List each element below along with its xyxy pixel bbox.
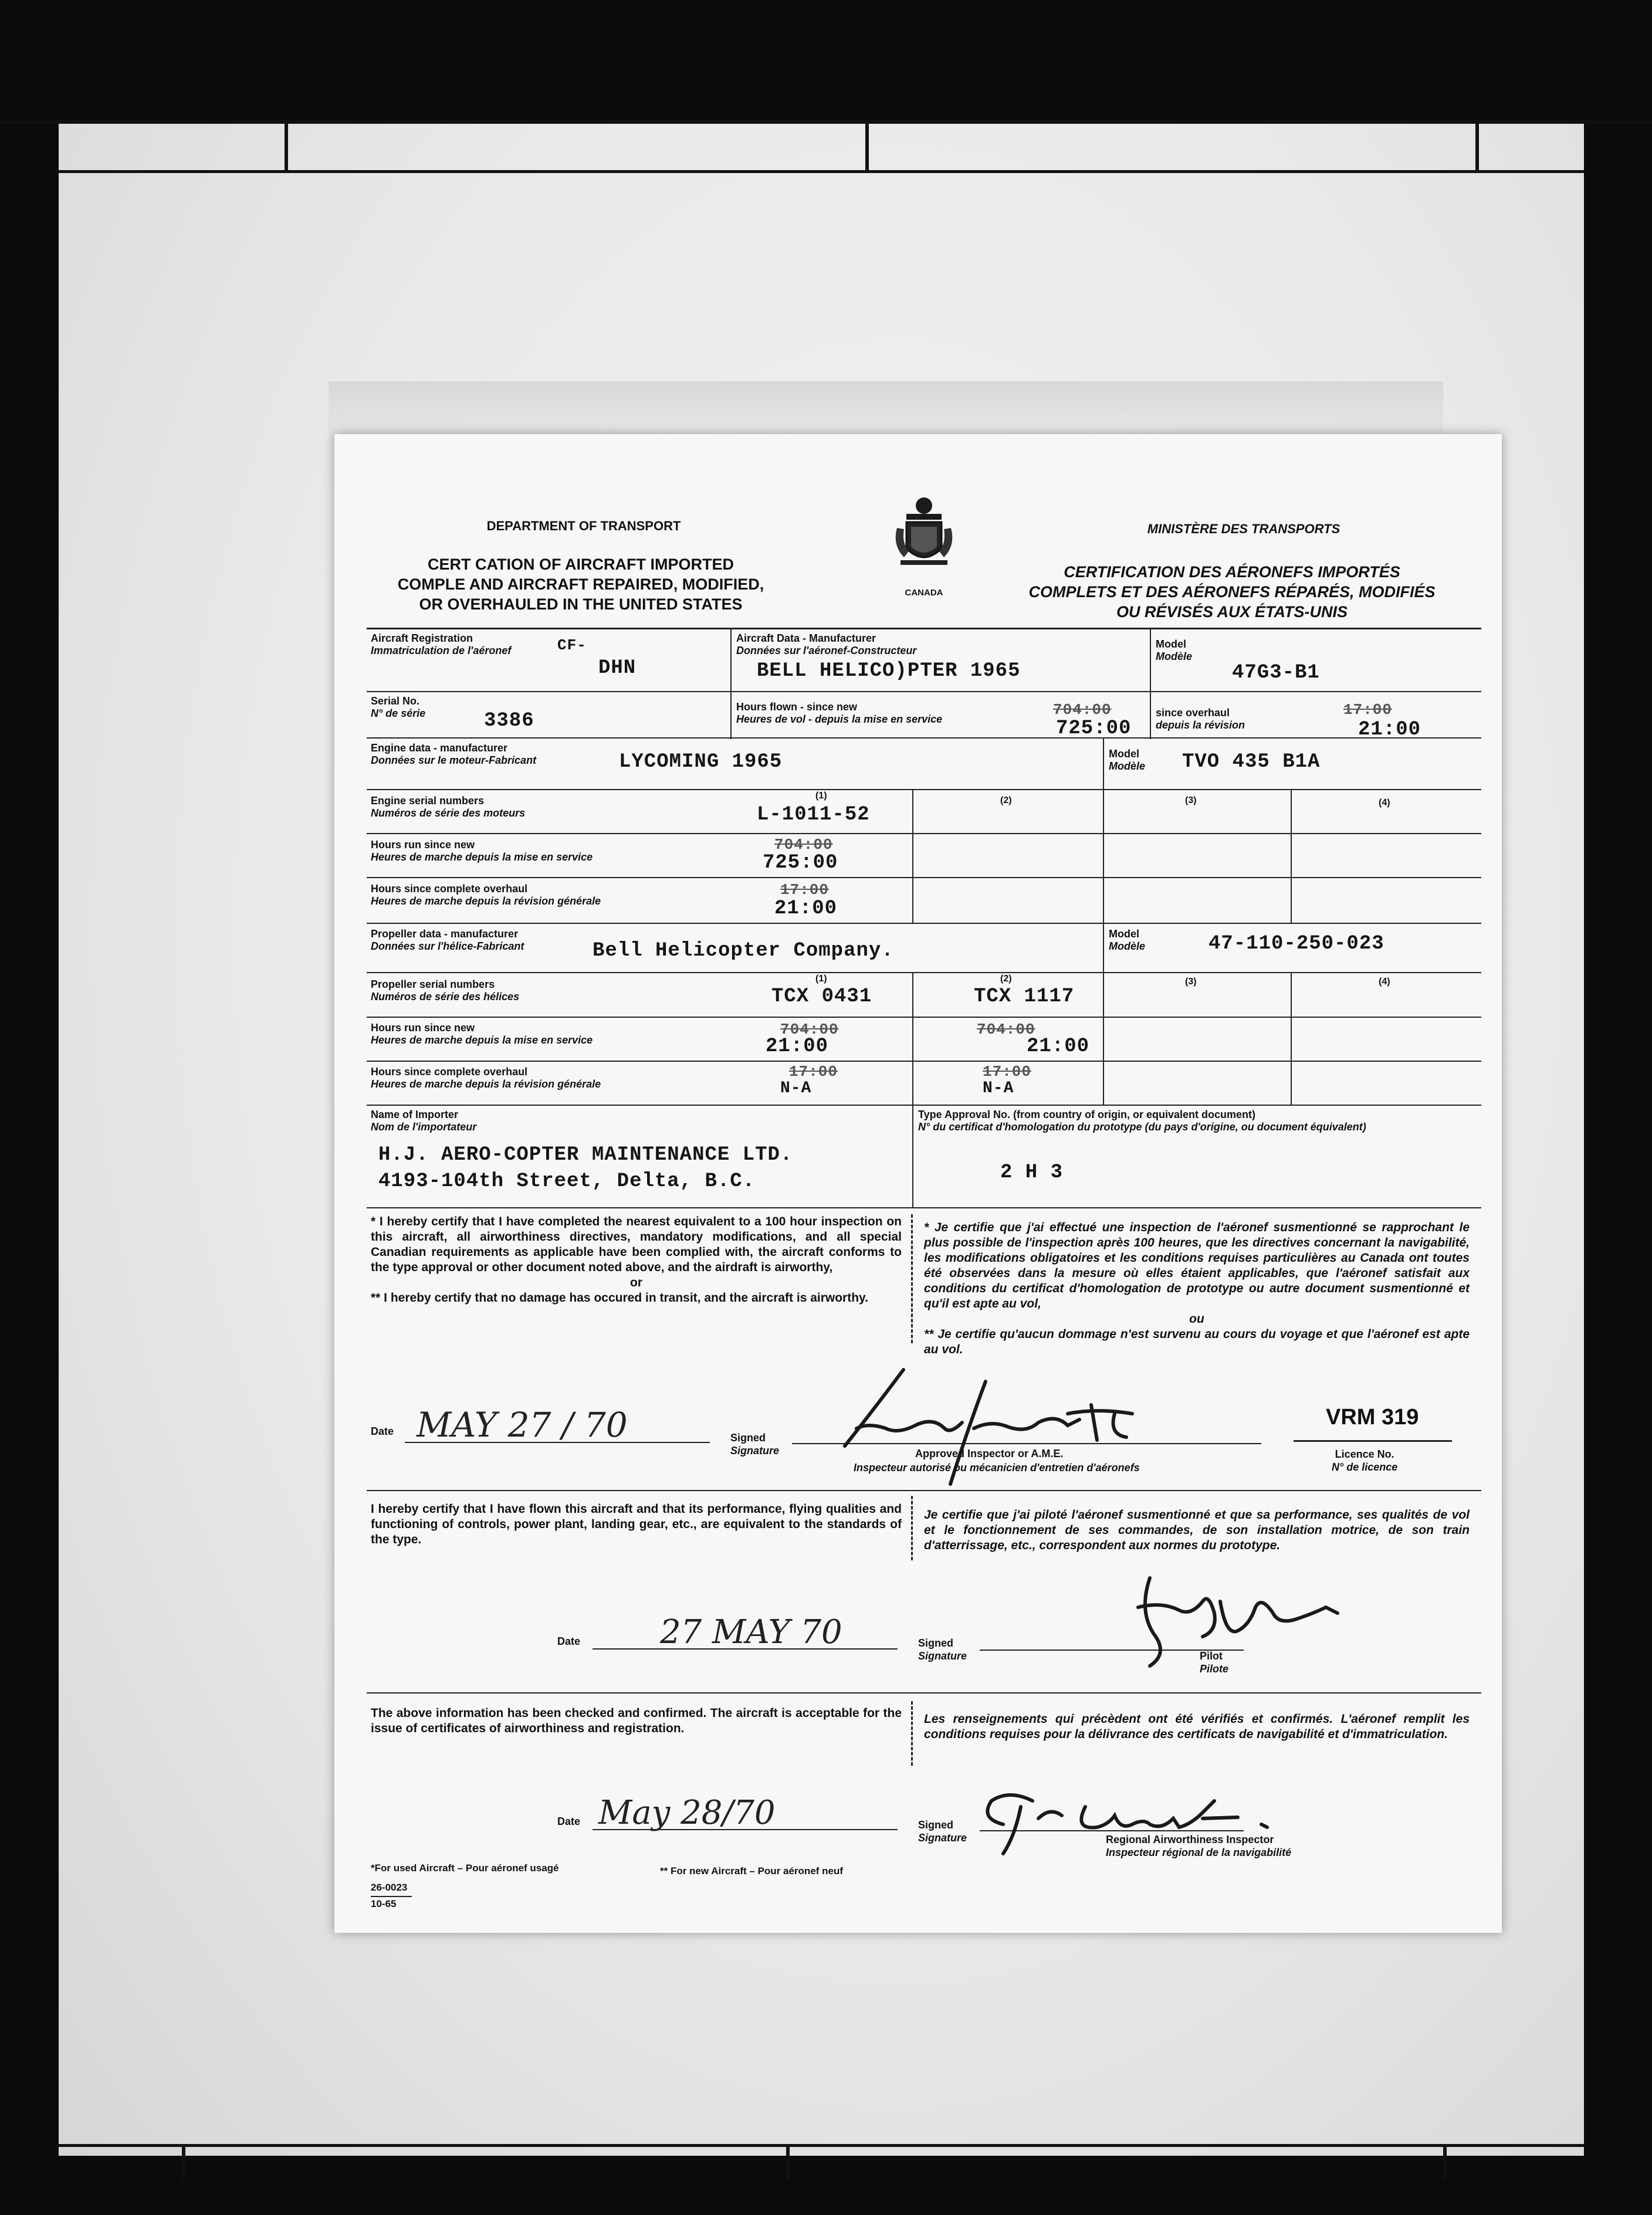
hours-flown-value: 725:00 <box>1056 717 1132 740</box>
cert2-text-fr: Je certifie que j'ai piloté l'aéronef susmentionné et que sa performance, ses qualités de vol et le fonctionnement de ses commandes, de son installation motrice, de son train d'atterrissage, etc., correspondent aux normes du prototype. <box>924 1508 1470 1552</box>
rule <box>912 1105 913 1207</box>
title-en-3: OR OVERHAULED IN THE UNITED STATES <box>419 595 743 613</box>
importer-name: H.J. AERO-COPTER MAINTENANCE LTD. <box>378 1144 793 1166</box>
frame-tick <box>182 2144 185 2179</box>
engine-col-2: (2) <box>1000 795 1012 805</box>
propeller-col-1: (1) <box>815 974 827 984</box>
propeller-hours-run-2: 21:00 <box>1027 1035 1090 1058</box>
engine-col-4: (4) <box>1379 798 1390 808</box>
rule <box>367 691 1481 692</box>
rule <box>371 1896 412 1897</box>
rule <box>367 1207 1481 1208</box>
frame-tick <box>865 120 869 173</box>
rule <box>367 737 1481 739</box>
cert2-text-en: I hereby certify that I have flown this aircraft and that its performance, flying qualities and functioning of controls, power plant, landing gear, etc., are equivalent to the standards of the type. <box>371 1502 902 1546</box>
serial-label: Serial No. N° de série <box>371 695 426 719</box>
title-fr-2: COMPLETS ET DES AÉRONEFS RÉPARÉS, MODIFIÉS <box>1028 583 1436 601</box>
frame-tick <box>1475 120 1479 173</box>
rule <box>367 1017 1481 1018</box>
engine-manufacturer-label: Engine data - manufacturer Données sur le moteur-Fabricant <box>371 742 537 766</box>
aircraft-model-value: 47G3-B1 <box>1232 662 1320 684</box>
propeller-hours-run-label: Hours run since new Heures de marche depuis la mise en service <box>371 1022 593 1046</box>
licence-line <box>1294 1440 1452 1442</box>
engine-model-label: Model Modèle <box>1109 748 1146 772</box>
engine-overhaul-struck: 17:00 <box>780 881 830 899</box>
engine-model-value: TVO 435 B1A <box>1182 751 1321 773</box>
aircraft-manufacturer-label: Aircraft Data - Manufacturer Données sur l'aéronef-Constructeur <box>736 632 917 656</box>
since-overhaul-value: 21:00 <box>1358 719 1421 741</box>
propeller-manufacturer-value: Bell Helicopter Company. <box>593 940 894 962</box>
rule <box>367 1692 1481 1694</box>
cert3-date-label: Date <box>557 1816 581 1827</box>
engine-manufacturer-value: LYCOMING 1965 <box>619 751 783 773</box>
engine-overhaul-label: Hours since complete overhaul Heures de marche depuis la révision générale <box>371 883 601 907</box>
footnote-new: ** For new Aircraft – Pour aéronef neuf <box>660 1865 844 1877</box>
engine-hours-run-1: 725:00 <box>763 852 838 874</box>
cert2-date-label: Date <box>557 1635 581 1647</box>
propeller-serial-1: TCX 0431 <box>771 985 872 1008</box>
rule <box>367 877 1481 878</box>
column-divider <box>911 1496 913 1560</box>
propeller-manufacturer-label: Propeller data - manufacturer Données sur l'hélice-Fabricant <box>371 928 524 952</box>
engine-serial-1: L-1011-52 <box>757 804 870 826</box>
rule <box>1291 972 1292 1105</box>
column-divider <box>911 1214 913 1343</box>
licence-label: Licence No. N° de licence <box>1332 1448 1398 1473</box>
form-date: 10-65 <box>371 1898 397 1909</box>
propeller-col-4: (4) <box>1379 977 1390 987</box>
title-fr-1: CERTIFICATION DES AÉRONEFS IMPORTÉS <box>1064 563 1400 581</box>
form-number: 26-0023 <box>371 1882 408 1893</box>
title-en-1: CERT CATION OF AIRCRAFT IMPORTED <box>428 556 734 573</box>
certification-form <box>334 434 1502 1933</box>
dept-en: DEPARTMENT OF TRANSPORT <box>486 519 681 533</box>
registration-value: DHN <box>598 657 637 679</box>
rule <box>1103 737 1104 789</box>
pilot-signature <box>1115 1566 1361 1672</box>
rule <box>367 628 1481 629</box>
since-overhaul-struck: 17:00 <box>1343 701 1393 719</box>
propeller-hours-run-1: 21:00 <box>766 1035 829 1058</box>
propeller-overhaul-struck-2: 17:00 <box>983 1063 1032 1081</box>
since-overhaul-label: since overhaul depuis la révision <box>1156 707 1245 731</box>
propeller-col-2: (2) <box>1000 974 1012 984</box>
rule <box>912 789 913 923</box>
serial-value: 3386 <box>484 710 534 732</box>
rule <box>730 628 732 739</box>
hours-flown-label: Hours flown - since new Heures de vol - depuis la mise en service <box>736 701 943 725</box>
propeller-model-value: 47-110-250-023 <box>1208 933 1384 955</box>
propeller-overhaul-2: N-A <box>983 1079 1014 1098</box>
rule <box>1103 923 1104 972</box>
licence-value: VRM 319 <box>1326 1405 1419 1430</box>
frame-tick <box>786 2144 790 2179</box>
rule <box>1103 789 1104 923</box>
propeller-overhaul-1: N-A <box>780 1079 812 1098</box>
cert3-signed-label: Signed Signature <box>918 1819 967 1844</box>
rule <box>367 1490 1481 1491</box>
cert3-date-value: May 28/70 <box>598 1794 776 1832</box>
cert1-text-en: * I hereby certify that I have completed the nearest equivalent to a 100 hour inspection on this aircraft, all airworthiness directives, mandatory modifications, and all special Canadian requirements as applicable have been complied with, the aircraft conforms to the type approval or other document noted above, and the airdraft is airworthy, or ** I hereby certify that no damage has occured in transit, and the aircraft is airworthy. <box>371 1215 902 1305</box>
title-en-2: COMPLE AND AIRCRAFT REPAIRED, MODIFIED, <box>397 575 764 593</box>
engine-col-1: (1) <box>815 791 827 801</box>
rule <box>912 972 913 1105</box>
cert2-role: Pilot Pilote <box>1200 1650 1229 1675</box>
frame-tick <box>1443 2144 1447 2179</box>
propeller-overhaul-struck-1: 17:00 <box>789 1063 838 1081</box>
rule <box>1150 628 1151 739</box>
propeller-model-label: Model Modèle <box>1109 928 1146 952</box>
cert1-signed-label: Signed Signature <box>730 1432 780 1457</box>
hours-flown-struck: 704:00 <box>1053 701 1112 719</box>
rule <box>367 789 1481 790</box>
rule <box>367 1105 1481 1106</box>
cert1-date-label: Date <box>371 1425 394 1437</box>
propeller-serial-label: Propeller serial numbers Numéros de série des hélices <box>371 978 520 1002</box>
canada-label: CANADA <box>905 588 943 598</box>
cert2-date-value: 27 MAY 70 <box>660 1613 842 1651</box>
frame-rule-bottom <box>59 2144 1584 2147</box>
rule <box>1291 789 1292 923</box>
cert1-date-value: MAY 27 / 70 <box>417 1405 628 1445</box>
propeller-hours-run-struck-2: 704:00 <box>977 1021 1035 1038</box>
dept-fr: MINISTÈRE DES TRANSPORTS <box>1147 521 1340 536</box>
cert3-text-en: The above information has been checked and confirmed. The aircraft is acceptable for the issue of certificates of airworthiness and registration. <box>371 1706 902 1735</box>
aircraft-model-label: Model Modèle <box>1156 638 1193 662</box>
propeller-overhaul-label: Hours since complete overhaul Heures de marche depuis la révision générale <box>371 1066 601 1090</box>
cert3-role: Regional Airworthiness Inspector Inspecteur régional de la navigabilité <box>1106 1834 1292 1858</box>
engine-overhaul-1: 21:00 <box>774 897 838 920</box>
cert1-role-fr: Inspecteur autorisé ou mécanicien d'entretien d'aéronefs <box>854 1462 1140 1474</box>
registration-label: Aircraft Registration Immatriculation de l'aéronef <box>371 632 512 656</box>
frame-border-top <box>0 120 1652 124</box>
rule <box>367 833 1481 834</box>
engine-hours-run-struck: 704:00 <box>774 836 833 854</box>
rule <box>367 1061 1481 1062</box>
type-approval-value: 2 H 3 <box>1000 1161 1064 1184</box>
importer-address: 4193-104th Street, Delta, B.C. <box>378 1170 756 1193</box>
cert1-role-en: Approved Inspector or A.M.E. <box>915 1448 1064 1459</box>
engine-serial-label: Engine serial numbers Numéros de série des moteurs <box>371 795 526 819</box>
type-approval-label: Type Approval No. (from country of origin, or equivalent document) N° du certificat d'homologation du prototype (du pays d'origine, ou document équivalent) <box>918 1109 1366 1133</box>
rule <box>367 972 1481 973</box>
importer-label: Name of Importer Nom de l'importateur <box>371 1109 477 1133</box>
cert3-text-fr: Les renseignements qui précèdent ont été vérifiés et confirmés. L'aéronef remplit les conditions requises pour la délivrance des certificats de navigabilité et d'immatriculation. <box>924 1712 1470 1741</box>
cert2-signed-label: Signed Signature <box>918 1637 967 1662</box>
engine-hours-run-label: Hours run since new Heures de marche depuis la mise en service <box>371 839 593 863</box>
canada-coat-of-arms-icon <box>889 493 959 581</box>
engine-col-3: (3) <box>1185 795 1197 805</box>
title-fr-3: OU RÉVISÉS AUX ÉTATS-UNIS <box>1116 603 1348 621</box>
registration-prefix: CF- <box>557 636 587 654</box>
frame-tick <box>285 120 288 173</box>
propeller-hours-run-struck-1: 704:00 <box>780 1021 839 1038</box>
rule <box>367 923 1481 924</box>
footnote-used: *For used Aircraft – Pour aéronef usagé <box>371 1862 559 1874</box>
aircraft-manufacturer-value: BELL HELICO)PTER 1965 <box>757 660 1021 682</box>
propeller-col-3: (3) <box>1185 977 1197 987</box>
column-divider <box>911 1701 913 1766</box>
propeller-serial-2: TCX 1117 <box>974 985 1075 1008</box>
rule <box>1103 972 1104 1105</box>
cert1-text-fr: * Je certifie que j'ai effectué une inspection de l'aéronef susmentionné se rapprochant le plus possible de l'inspection après 100 heures, que les directives concernant la navigabilité, les modifications obligatoires et les conditions requises particulières au Canada ont toutes été observées dans la mesure où elles étaient applicables, que l'aéronef satisfait aux conditions du certificat d'homologation de prototype ou autre document susmentionné et qu'il est apte au vol, ou ** Je certifie qu'aucun dommage n'est survenu au cours du voyage et que l'aéronef est apte au vol. <box>924 1221 1470 1356</box>
